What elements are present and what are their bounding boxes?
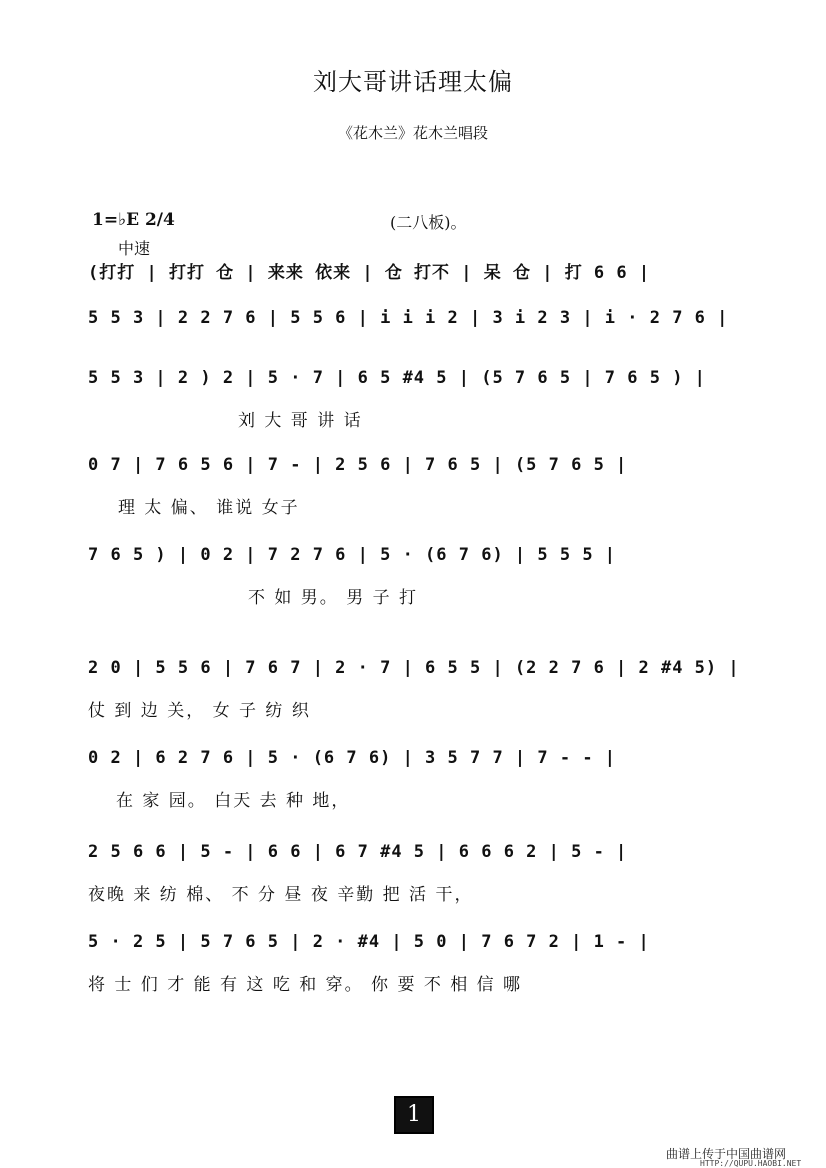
score-row <box>88 842 756 905</box>
score-row <box>88 455 756 518</box>
key-signature: 1=♭E 2/4 <box>92 210 175 230</box>
page-subtitle: 《花木兰》花木兰唱段 <box>337 124 488 142</box>
notation-line: 5 · 2 5 | 5 7 6 5 | 2 · #4 | 5 0 | 7 6 7 2 | 1 - | <box>88 932 650 952</box>
banshi-label: (二八板)。 <box>390 213 467 232</box>
lyrics-line: 夜晚 来 纺 棉、 不 分 昼 夜 辛勤 把 活 干， <box>88 885 474 905</box>
lyrics-line: 理 太 偏、 谁说 女子 <box>118 498 300 518</box>
notation-line: 5 5 3 | 2 2 7 6 | 5 5 6 | i i i 2 | 3 i 2 3 | i · 2 7 6 | <box>88 308 729 328</box>
lyrics-line: 仗 到 边 关， 女 子 纺 织 <box>88 701 311 721</box>
notation-line: 0 7 | 7 6 5 6 | 7 - | 2 5 6 | 7 6 5 | (5 7 6 5 | <box>88 455 628 475</box>
notation-line: 7 6 5 ) | 0 2 | 7 2 7 6 | 5 · (6 7 6) | 5 5 5 | <box>88 545 617 565</box>
lyrics-line: 不 如 男。 男 子 打 <box>248 588 419 608</box>
score-row <box>88 308 756 368</box>
lyrics-line: 在 家 园。 白天 去 种 地， <box>116 791 351 811</box>
lyrics-line: 刘 大 哥 讲 话 <box>238 411 363 431</box>
watermark-url: HTTP://QUPU.HAOBI.NET <box>700 1159 802 1168</box>
notation-line: 2 5 6 6 | 5 - | 6 6 | 6 7 #4 5 | 6 6 6 2 | 5 - | <box>88 842 628 862</box>
score-row <box>88 658 756 721</box>
score-row <box>88 748 756 811</box>
page-number: 1 <box>394 1096 434 1134</box>
notation-line: 0 2 | 6 2 7 6 | 5 · (6 7 6) | 3 5 7 7 | 7 - - | <box>88 748 617 768</box>
score-row <box>88 368 756 431</box>
score-row <box>88 932 756 995</box>
notation-line: 2 0 | 5 5 6 | 7 6 7 | 2 · 7 | 6 5 5 | (2 2 7 6 | 2 #4 5) | <box>88 658 740 678</box>
notation-line: 5 5 3 | 2 ) 2 | 5 · 7 | 6 5 #4 5 | (5 7 6 5 | 7 6 5 ) | <box>88 368 706 388</box>
notation-line: (打打 | 打打 仓 | 来来 依来 | 仓 打不 | 呆 仓 | 打 6 6 | <box>88 263 651 283</box>
tempo-label: 中速 <box>118 239 151 258</box>
page-title: 刘大哥讲话理太偏 <box>313 68 513 96</box>
lyrics-line: 将 士 们 才 能 有 这 吃 和 穿。 你 要 不 相 信 哪 <box>88 975 523 995</box>
watermark-text: 曲谱上传于中国曲谱网 <box>666 1147 787 1161</box>
score-row <box>88 545 756 608</box>
